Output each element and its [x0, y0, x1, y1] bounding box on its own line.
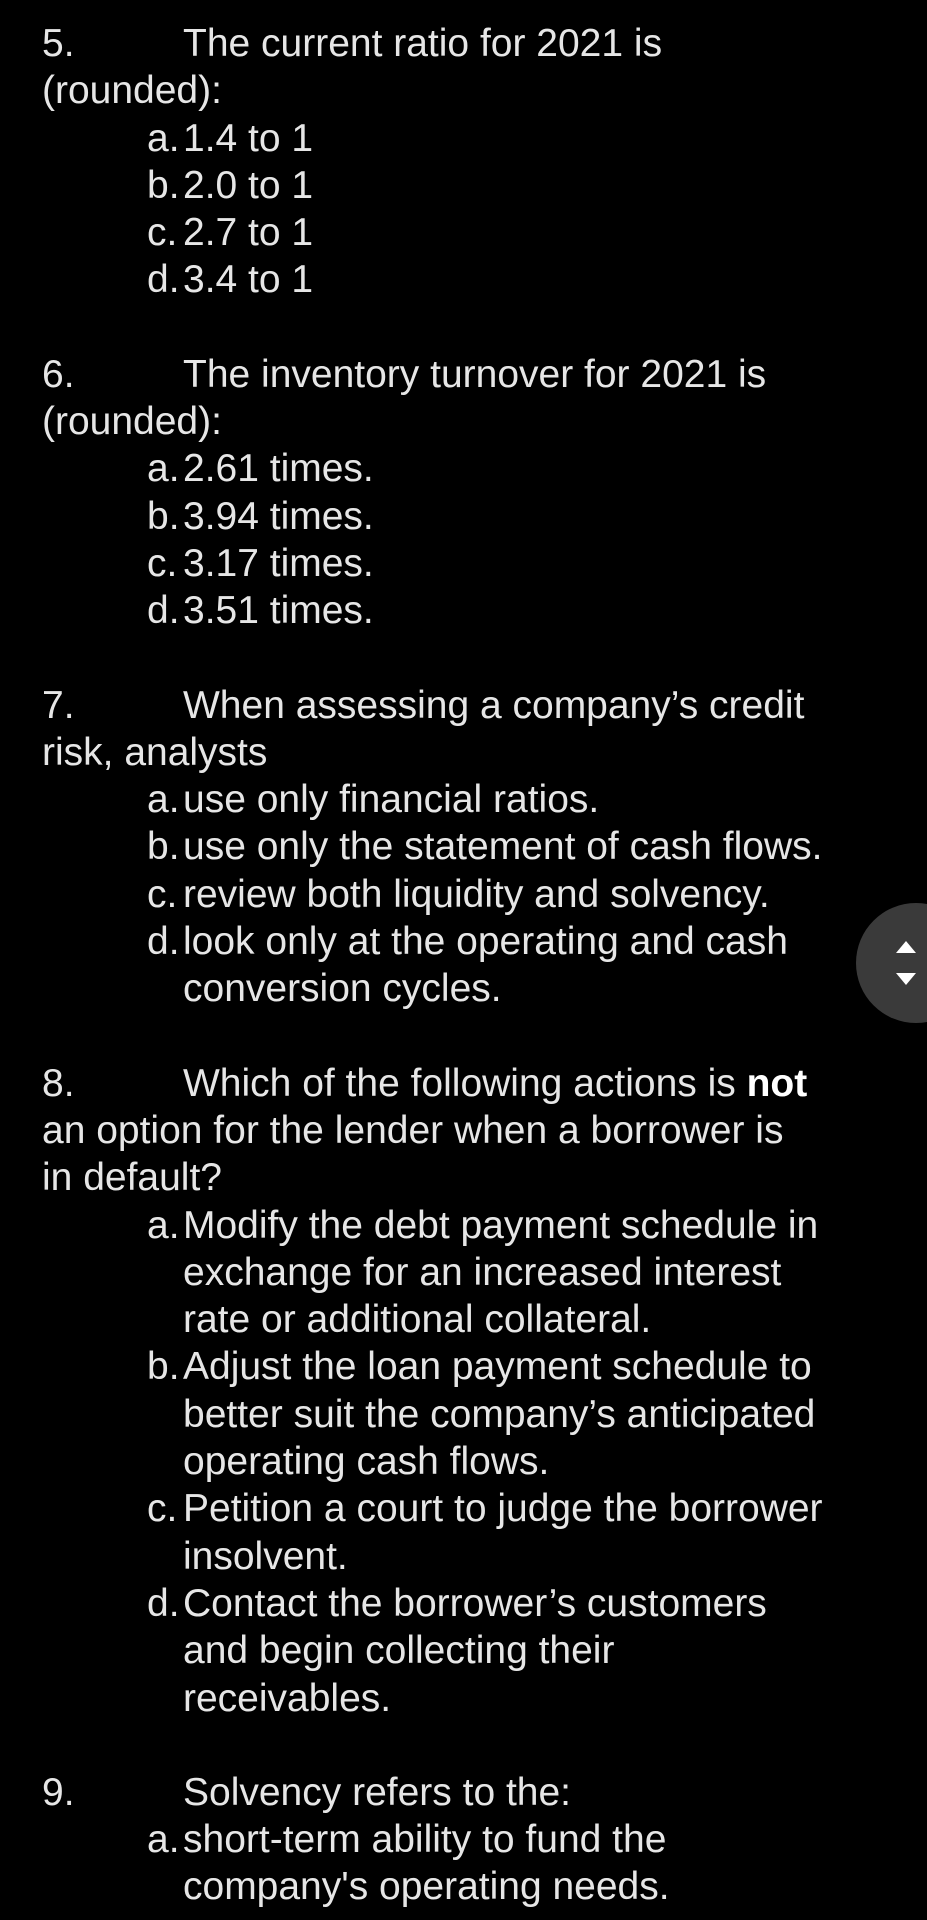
option-text: Adjust the loan payment schedule to — [183, 1345, 812, 1389]
answer-options — [42, 115, 872, 304]
question-number: 6. — [42, 352, 75, 396]
option-letter: a. — [147, 116, 180, 160]
option-text: exchange for an increased interest — [183, 1250, 782, 1294]
option-text: Modify the debt payment schedule in — [183, 1203, 819, 1247]
question-stem — [42, 351, 872, 398]
question-text-continued: risk, analysts — [42, 730, 268, 774]
option-text: receivables. — [183, 1676, 392, 1720]
option-text: review both liquidity and solvency. — [183, 872, 770, 916]
option-d[interactable] — [42, 918, 872, 1013]
question-text-pre: Which of the following actions is — [183, 1061, 747, 1105]
option-letter: a. — [147, 447, 180, 491]
option-c[interactable] — [42, 871, 872, 918]
option-text: 3.4 to 1 — [183, 258, 314, 302]
option-text: short-term ability to fund the — [183, 1818, 667, 1862]
option-letter: d. — [147, 920, 180, 964]
answer-options — [42, 776, 872, 1012]
question-text-continued: (rounded): — [42, 69, 222, 113]
question-stem — [42, 20, 872, 67]
question-text: Solvency refers to the: — [183, 1770, 572, 1814]
option-text: Petition a court to judge the borrower — [183, 1487, 823, 1531]
question-5 — [42, 20, 872, 304]
question-stem — [42, 1060, 872, 1107]
answer-options — [42, 1202, 872, 1722]
option-a[interactable] — [42, 1816, 872, 1911]
question-text-continued: an option for the lender when a borrower is — [42, 1108, 784, 1152]
option-text: 2.61 times. — [183, 447, 374, 491]
option-text: use only financial ratios. — [183, 778, 600, 822]
option-text: 3.51 times. — [183, 589, 374, 633]
question-7 — [42, 682, 872, 1013]
question-text: The current ratio for 2021 is — [183, 22, 663, 65]
option-b[interactable] — [42, 1343, 872, 1485]
option-text: look only at the operating and cash — [183, 920, 788, 964]
option-a[interactable] — [42, 1202, 872, 1344]
question-number: 5. — [42, 22, 75, 65]
option-letter: d. — [147, 589, 180, 633]
option-text: and begin collecting their — [183, 1629, 615, 1673]
option-d[interactable] — [42, 1580, 872, 1722]
option-text: 2.7 to 1 — [183, 211, 314, 255]
option-d[interactable] — [42, 256, 872, 303]
option-letter: a. — [147, 1818, 180, 1862]
option-text: 3.94 times. — [183, 494, 374, 538]
option-a[interactable] — [42, 776, 872, 823]
option-c[interactable] — [42, 540, 872, 587]
scroll-up-icon[interactable] — [896, 941, 916, 953]
option-letter: d. — [147, 1581, 180, 1625]
option-text: Contact the borrower’s customers — [183, 1581, 767, 1625]
question-number: 7. — [42, 683, 75, 727]
option-text: 3.17 times. — [183, 541, 374, 585]
option-b[interactable] — [42, 493, 872, 540]
option-letter: b. — [147, 494, 180, 538]
question-8 — [42, 1060, 872, 1722]
option-text: rate or additional collateral. — [183, 1298, 652, 1342]
option-letter: b. — [147, 1345, 180, 1389]
question-number: 9. — [42, 1770, 75, 1814]
option-letter: b. — [147, 163, 180, 207]
option-text: insolvent. — [183, 1534, 348, 1578]
quiz-document — [42, 20, 872, 1911]
option-letter: a. — [147, 778, 180, 822]
option-text: better suit the company’s anticipated — [183, 1392, 816, 1436]
option-text: conversion cycles. — [183, 967, 502, 1011]
question-text: The inventory turnover for 2021 is — [183, 352, 767, 396]
emphasis-not: not — [746, 1061, 808, 1105]
question-6 — [42, 351, 872, 635]
option-letter: c. — [147, 211, 178, 255]
option-letter: c. — [147, 872, 178, 916]
question-stem — [42, 1769, 872, 1816]
option-text: operating cash flows. — [183, 1440, 550, 1484]
question-text-continued: in default? — [42, 1156, 222, 1200]
question-text-continued: (rounded): — [42, 400, 222, 444]
answer-options — [42, 445, 872, 634]
option-text: 1.4 to 1 — [183, 116, 314, 160]
question-text: When assessing a company’s credit — [183, 683, 805, 727]
question-9 — [42, 1769, 872, 1911]
option-c[interactable] — [42, 209, 872, 256]
option-letter: c. — [147, 541, 178, 585]
question-number: 8. — [42, 1061, 75, 1105]
option-b[interactable] — [42, 823, 872, 870]
scroll-down-icon[interactable] — [896, 973, 916, 985]
question-stem — [42, 682, 872, 729]
option-letter: d. — [147, 258, 180, 302]
option-text: use only the statement of cash flows. — [183, 825, 823, 869]
option-letter: a. — [147, 1203, 180, 1247]
answer-options — [42, 1816, 872, 1911]
option-a[interactable] — [42, 445, 872, 492]
option-text: 2.0 to 1 — [183, 163, 314, 207]
option-letter: b. — [147, 825, 180, 869]
option-a[interactable] — [42, 115, 872, 162]
option-text: company's operating needs. — [183, 1865, 670, 1909]
option-c[interactable] — [42, 1485, 872, 1580]
option-letter: c. — [147, 1487, 178, 1531]
question-text — [183, 1060, 807, 1107]
option-d[interactable] — [42, 587, 872, 634]
option-b[interactable] — [42, 162, 872, 209]
